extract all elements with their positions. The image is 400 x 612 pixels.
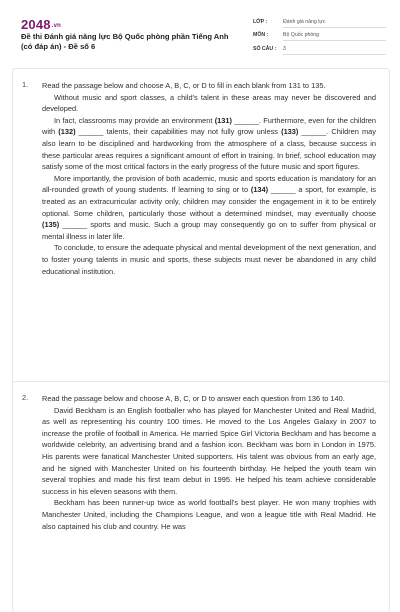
meta-value: Bộ Quốc phòng bbox=[283, 32, 386, 41]
question-2 bbox=[12, 381, 390, 612]
blank-135: (135) bbox=[42, 220, 60, 230]
passage-paragraph: David Beckham is an English footballer who has played for Manchester United and Real Madrid, as well as representing his country 100 times. He moved to the Los Angeles Galaxy in 2007 to increase the profile of football in America. He married Spice Girl Victoria Beckham and has become a worldwide celebrity, an advertising brand and a fashion icon. Beckham was born in London in 1975. His parents were fanatical Manchester United supporters. His talent was obvious from an early age, and he signed with Manchester United on his fourteenth birthday. He helped the youth team win several trophies and made his first team debut in 1995. He helped his team achieve considerable success in his eleven seasons with them. bbox=[42, 405, 376, 496]
blank-132: (132) bbox=[58, 127, 76, 137]
site-logo[interactable]: 2048.vn bbox=[21, 17, 62, 32]
blank-133: (133) bbox=[281, 127, 299, 137]
passage-paragraph: To conclude, to ensure the adequate physical and mental development of the next generation, and to foster young talents in music and sports, these subjects must never be abandoned in any child educational institution. bbox=[42, 243, 376, 276]
blank-131: (131) bbox=[214, 115, 232, 125]
question-prompt: Read the passage below and choose A, B, C, or D to fill in each blank from 131 to 135. bbox=[42, 81, 326, 90]
question-1 bbox=[12, 68, 390, 386]
passage-paragraph: Beckham has been runner-up twice as world football's best player. He won many trophies with Manchester United, including the Champions League, and won a league title with Real Madrid. He also captained his club and country. He was bbox=[42, 498, 376, 531]
meta-key: SỐ CÂU : bbox=[253, 46, 277, 52]
passage-paragraph: Without music and sport classes, a child's talent in these areas may never be discovered and developed. bbox=[42, 92, 376, 114]
document-title: Đề thi Đánh giá năng lực Bộ Quốc phòng phần Tiếng Anh (có đáp án) - Đề số 6 bbox=[21, 32, 229, 51]
question-body bbox=[42, 393, 376, 532]
question-number: 2. bbox=[22, 393, 29, 402]
question-body bbox=[42, 80, 376, 277]
question-prompt: Read the passage below and choose A, B, C, or D to answer each question from 136 to 140. bbox=[42, 394, 345, 403]
meta-value: Đánh giá năng lực bbox=[283, 19, 386, 28]
meta-key: LỚP : bbox=[253, 19, 268, 25]
passage-paragraph: In fact, classrooms may provide an environment (131) ______. Furthermore, even for the children with (132) ______ talents, their capabilities may not fully grow unless (133) ______. Children may also learn to be disciplined and hardworking from the atmosphere of a class, because success in these particular areas requires a significant amount of effort in training. In brief, school education may satisfy some of the most critical factors in the early progress of the future music and sport figures. bbox=[42, 115, 377, 172]
passage-paragraph: More importantly, the provision of both academic, music and sports education is mandatory for an all-rounded growth of young students. If learning to sing or to (134) ______ a sport, for example, is treated as an extracurricular activity only, children may consider the engagement in it to be entirely optional. Some children, particularly those without a determined mindset, may eventually choose (135) ______ sports and music. Such a group may consequently go on to suffer from physical or mental illness in later life. bbox=[42, 173, 376, 241]
blank-134: (134) bbox=[250, 185, 269, 195]
meta-key: MÔN : bbox=[253, 32, 269, 38]
meta-value: 3 bbox=[283, 46, 386, 55]
page-header bbox=[0, 0, 400, 62]
question-number: 1. bbox=[22, 80, 29, 89]
